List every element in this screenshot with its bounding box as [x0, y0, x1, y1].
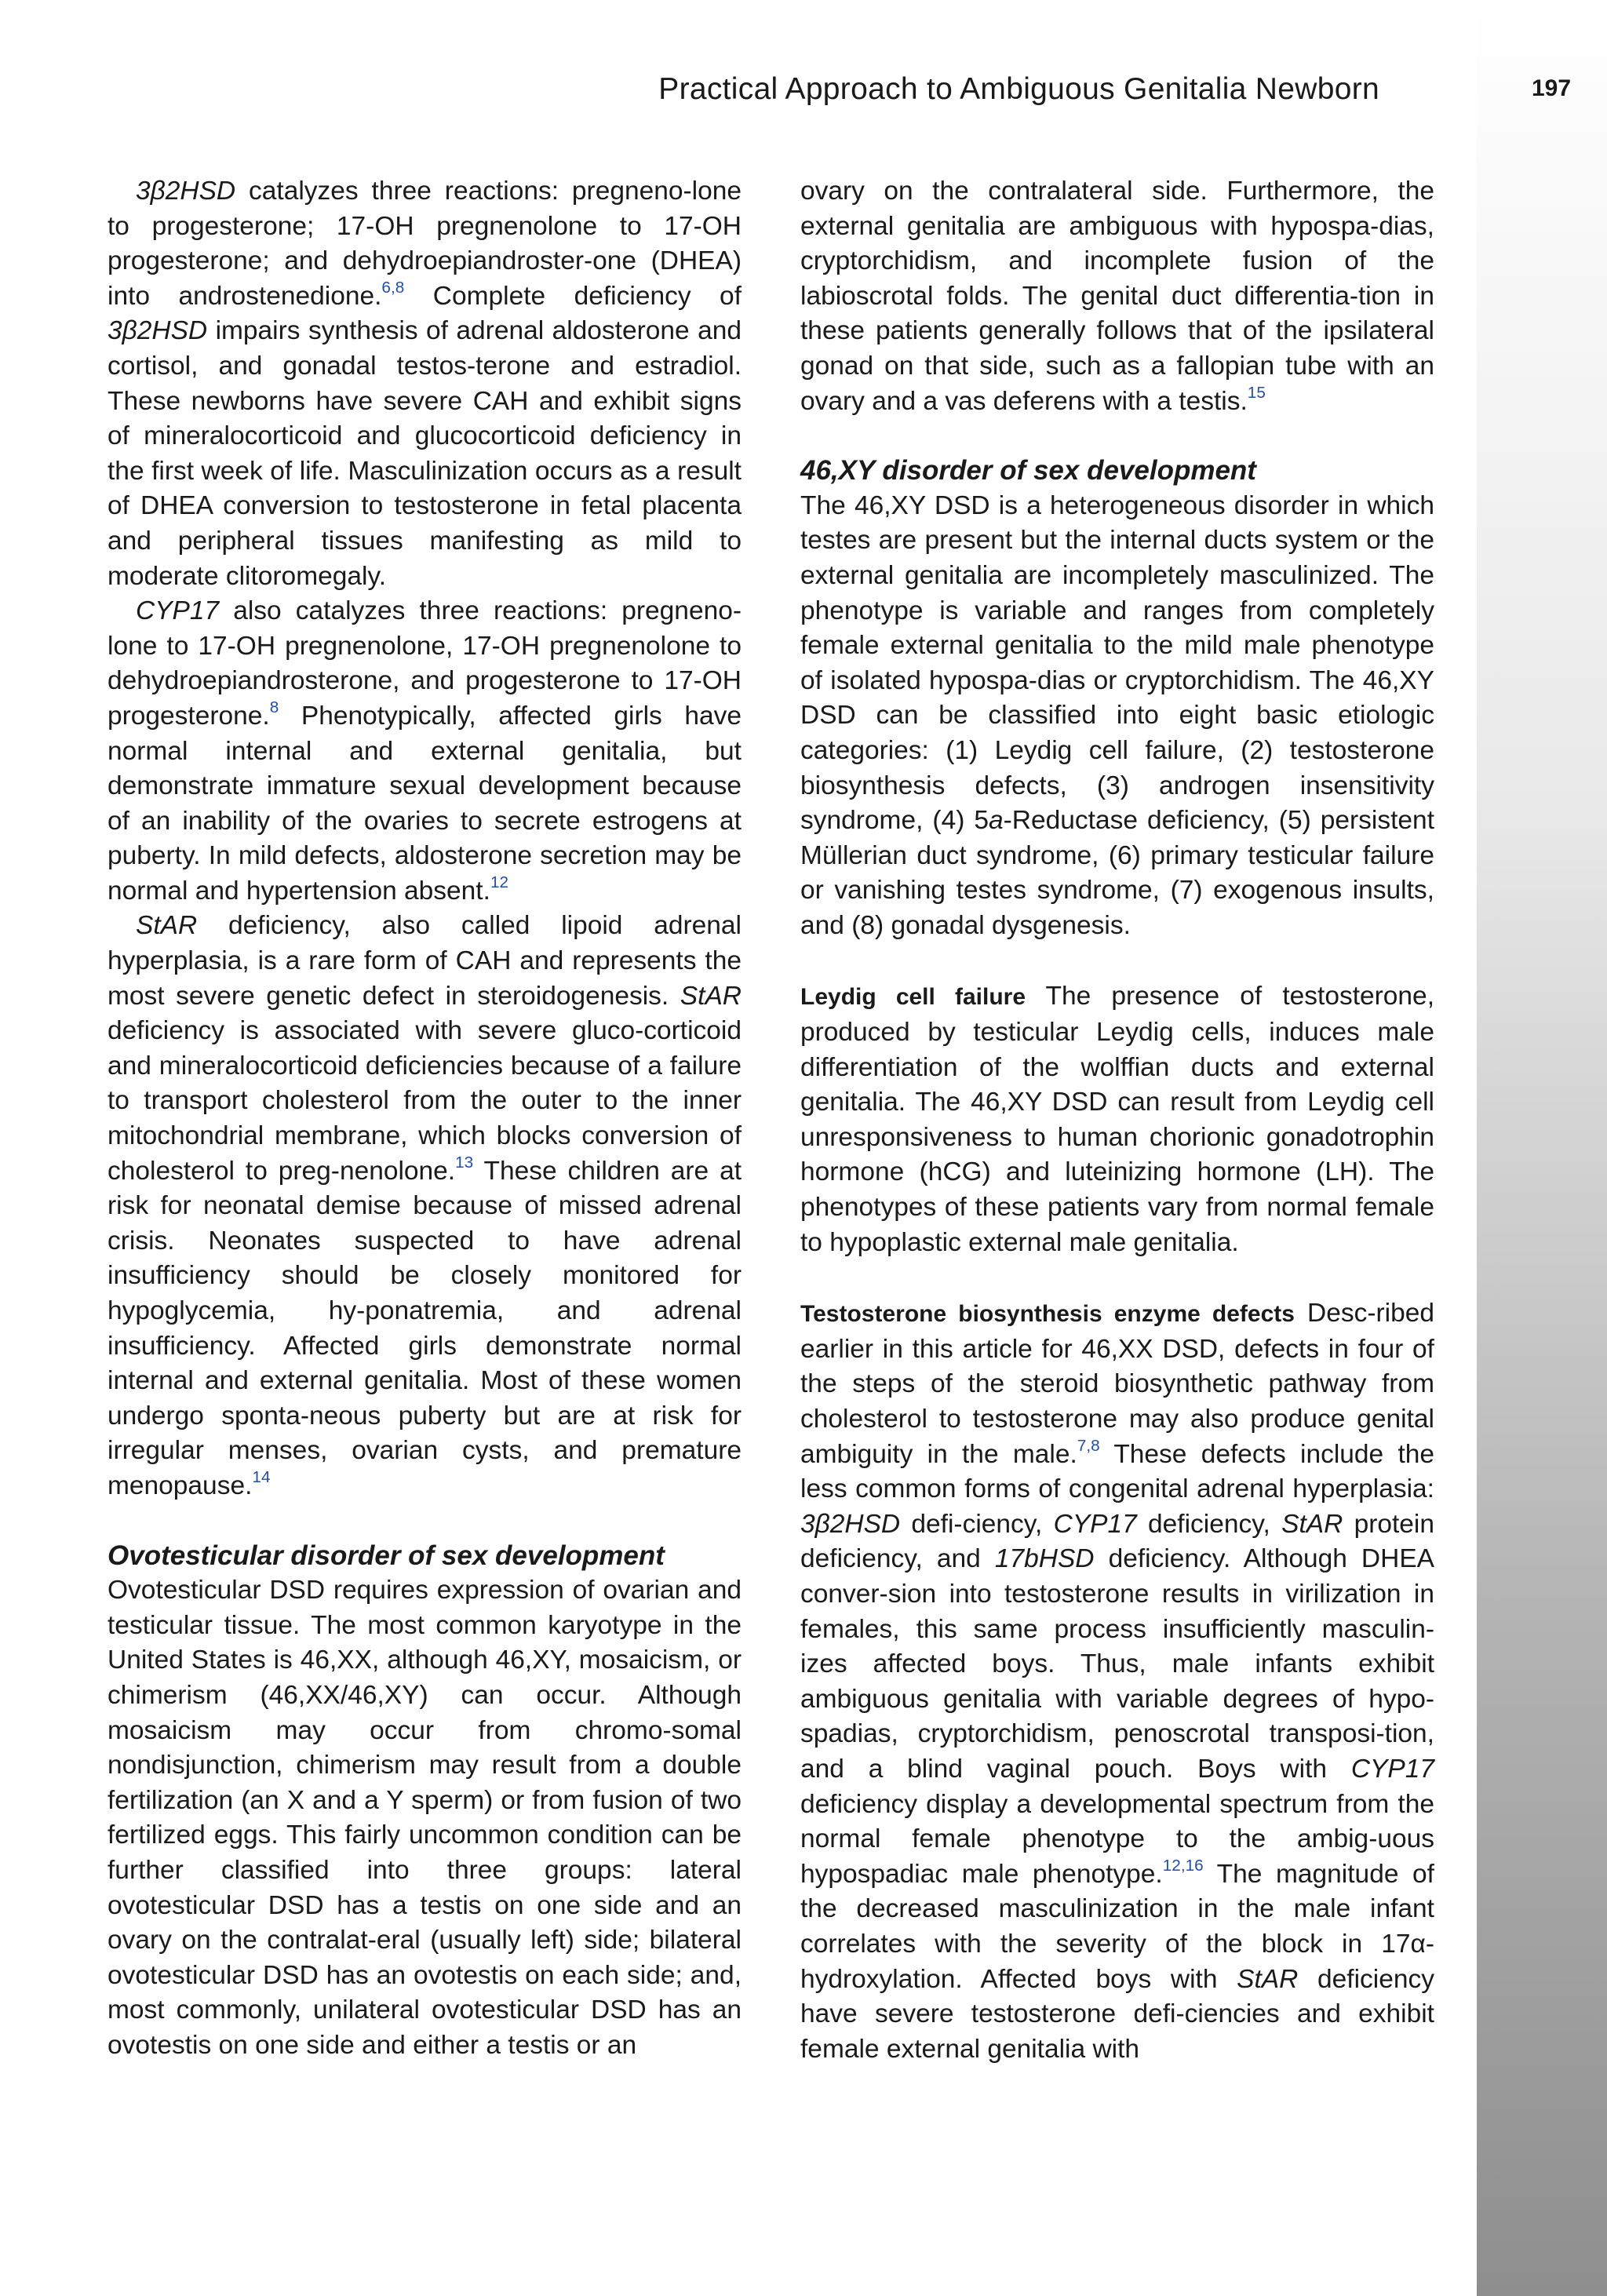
section-heading-ovotesticular: Ovotesticular disorder of sex development [107, 1540, 665, 1571]
right-column: ovary on the contralateral side. Furthermore, the external genitalia are ambiguous with hypospa-dias, cryptorchidism, and incomplete fusion of the labioscrotal folds. The genital duct differentia-tion in these patients generally follows that of the ipsilateral gonad on that side, such as a fallopian tube with an ovary and a vas deferens with a testis.$^{15}$ 46,XY disorder of sex development The 46,XY DSD is a heterogeneous disorder in which testes are present but the internal ducts system or the external genitalia are incompletely masculinized. The phenotype is variable and ranges from completely female external genitalia to the mild male phenotype of isolated hypospa-dias or cryptorchidism. The 46,XY DSD can be classified into eight basic etiologic categories: (1) Leydig cell failure, (2) testosterone biosynthesis defects, (3) androgen insensitivity syndrome, (4) 5a-Reductase deficiency, (5) persistent Müllerian duct syndrome, (6) primary testicular failure or vanishing testes syndrome, (7) exogenous insults, and (8) gonadal dysgenesis. Leydig cell failure The presence of testosterone, produced by testicular Leydig cells, induces male differentiation of the wolffian ducts and external genitalia. The 46,XY DSD can result from Leydig cell unresponsiveness to human chorionic gonadotrophin hormone (hCG) and luteinizing hormone (LH). The phenotypes of these patients vary from normal female to hypoplastic external male genitalia. Testosterone biosynthesis enzyme defects Desc-ribed earlier in this article for 46,XX DSD, defects in four of the steps of the steroid biosynthetic pathway from cholesterol to testosterone may also produce genital ambiguity in the male.$^{7,8}$ These defects include the less common forms of congenital adrenal hyperplasia: 3β2HSD defi-ciency, CYP17 deficiency, StAR protein deficiency, and 17bHSD deficiency. Although DHEA conver-sion into testosterone results in virilization in females, this same process insufficiently masculin-izes affected boys. Thus, male infants exhibit ambiguous genitalia with variable degrees of hypo-spadias, cryptorchidism, penoscrotal transposi-tion, and a blind vaginal pouch. Boys with CYP17 deficiency display a developmental spectrum from the normal female phenotype to the ambig-uous hypospadiac male phenotype.$^{12,16}$ The magnitude of the decreased masculinization in the male infant correlates with the severity of the block in 17α-hydroxylation. Affected boys with StAR deficiency have severe testosterone defi-ciencies and exhibit female external genitalia with [800, 174, 1434, 2067]
term: 3β2HSD [107, 316, 208, 346]
term: StAR [1281, 1509, 1343, 1539]
term: StAR [1237, 1964, 1299, 1994]
paragraph-star: StAR deficiency, also called lipoid adrenal hyperplasia, is a rare form of CAH and represents the most severe genetic defect in steroidogenesis. StAR deficiency is associated with severe gluco-corticoid and mineralocorticoid deficiencies because of a failure to transport cholesterol from the outer to the inner mitochondrial membrane, which blocks conversion of cholesterol to preg-nenolone.$^{13}$ These children are at risk for neonatal demise because of missed adrenal crisis. Neonates suspected to have adrenal insufficiency should be closely monitored for hypoglycemia, hy-ponatremia, and adrenal insufficiency. Affected girls demonstrate normal internal and external genitalia. Most of these women undergo sponta-neous puberty but are at risk for irregular menses, ovarian cysts, and premature menopause.$^{14}$ [107, 911, 742, 1500]
citation-link[interactable]: 8 [269, 698, 279, 716]
citation-link[interactable]: 15 [1247, 383, 1266, 402]
citation-link[interactable]: 7,8 [1077, 1436, 1100, 1455]
section-heading-46xy: 46,XY disorder of sex development [800, 455, 1256, 487]
paragraph-3b2hsd: 3β2HSD catalyzes three reactions: pregneno-lone to progesterone; 17-OH pregnenolone to 17-OH progesterone; and dehydroepiandroster-one (DHEA) into androstenedione.$^{6,8}$ Complete deficiency of 3β2HSD impairs synthesis of adrenal aldosterone and cortisol, and gonadal testos-terone and estradiol. These newborns have severe CAH and exhibit signs of mineralocorticoid and glucocorticoid deficiency in the first week of life. Masculinization occurs as a result of DHEA conversion to testosterone in fetal placenta and peripheral tissues manifesting as mild to moderate clitoromegaly. [107, 177, 742, 591]
term: CYP17 [1350, 1754, 1434, 1784]
running-title: Practical Approach to Ambiguous Genitalia Newborn [658, 72, 1379, 106]
term: CYP17 [1053, 1509, 1137, 1539]
citation-link[interactable]: 12,16 [1162, 1856, 1204, 1875]
term: 17bHSD [994, 1544, 1095, 1574]
paragraph-cyp17: CYP17 also catalyzes three reactions: pregneno-lone to 17-OH pregnenolone, 17-OH pregnenolone to dehydroepiandrosterone, and progesterone to 17-OH progesterone.$^8$ Phenotypically, affected girls have normal internal and external genitalia, but demonstrate immature sexual development because of an inability of the ovaries to secrete estrogens at puberty. In mild defects, aldosterone secretion may be normal and hypertension absent.$^{12}$ [107, 596, 742, 906]
citation-link[interactable]: 14 [252, 1468, 271, 1487]
paragraph-ovary-continued: ovary on the contralateral side. Furthermore, the external genitalia are ambiguous with hypospa-dias, cryptorchidism, and incomplete fusion of the labioscrotal folds. The genital duct differentia-tion in these patients generally follows that of the ipsilateral gonad on that side, such as a fallopian tube with an ovary and a vas deferens with a testis.$^{15}$ [800, 177, 1434, 416]
term: CYP17 [136, 596, 220, 626]
term: StAR [136, 911, 198, 941]
citation-link[interactable]: 13 [455, 1153, 474, 1172]
term: StAR [680, 981, 742, 1011]
page-edge-gradient [1477, 0, 1607, 2296]
page-number: 197 [1532, 75, 1572, 101]
citation-link[interactable]: 12 [490, 873, 509, 891]
term: 3β2HSD [136, 177, 236, 206]
paragraph-ovotesticular: Ovotesticular DSD requires expression of ovarian and testicular tissue. The most common karyotype in the United States is 46,XX, although 46,XY, mosaicism, or chimerism (46,XX/46,XY) can occur. Although mosaicism may occur from chromo-somal nondisjunction, chimerism may result from a double fertilization (an X and a Y sperm) or from fusion of two fertilized eggs. This fairly uncommon condition can be further classified into three groups: lateral ovotesticular DSD has a testis on one side and an ovary on the contralat-eral (usually left) side; bilateral ovotesticular DSD has an ovotestis on each side; and, most commonly, unilateral ovotesticular DSD has an ovotestis on one side and either a testis or an [107, 1576, 742, 2060]
subheading-testosterone-defects: Testosterone biosynthesis enzyme defects [800, 1301, 1295, 1328]
term: 3β2HSD [800, 1509, 901, 1539]
left-column [107, 174, 742, 2063]
subheading-leydig: Leydig cell failure [800, 984, 1026, 1011]
citation-link[interactable]: 6,8 [381, 278, 405, 297]
paragraph-46xy: The 46,XY DSD is a heterogeneous disorder in which testes are present but the internal ducts system or the external genitalia are incompletely masculinized. The phenotype is variable and ranges from completely female external genitalia to the mild male phenotype of isolated hypospa-dias or cryptorchidism. The 46,XY DSD can be classified into eight basic etiologic categories: (1) Leydig cell failure, (2) testosterone biosynthesis defects, (3) androgen insensitivity syndrome, (4) 5a-Reductase deficiency, (5) persistent Müllerian duct syndrome, (6) primary testicular failure or vanishing testes syndrome, (7) exogenous insults, and (8) gonadal dysgenesis. [800, 490, 1434, 940]
